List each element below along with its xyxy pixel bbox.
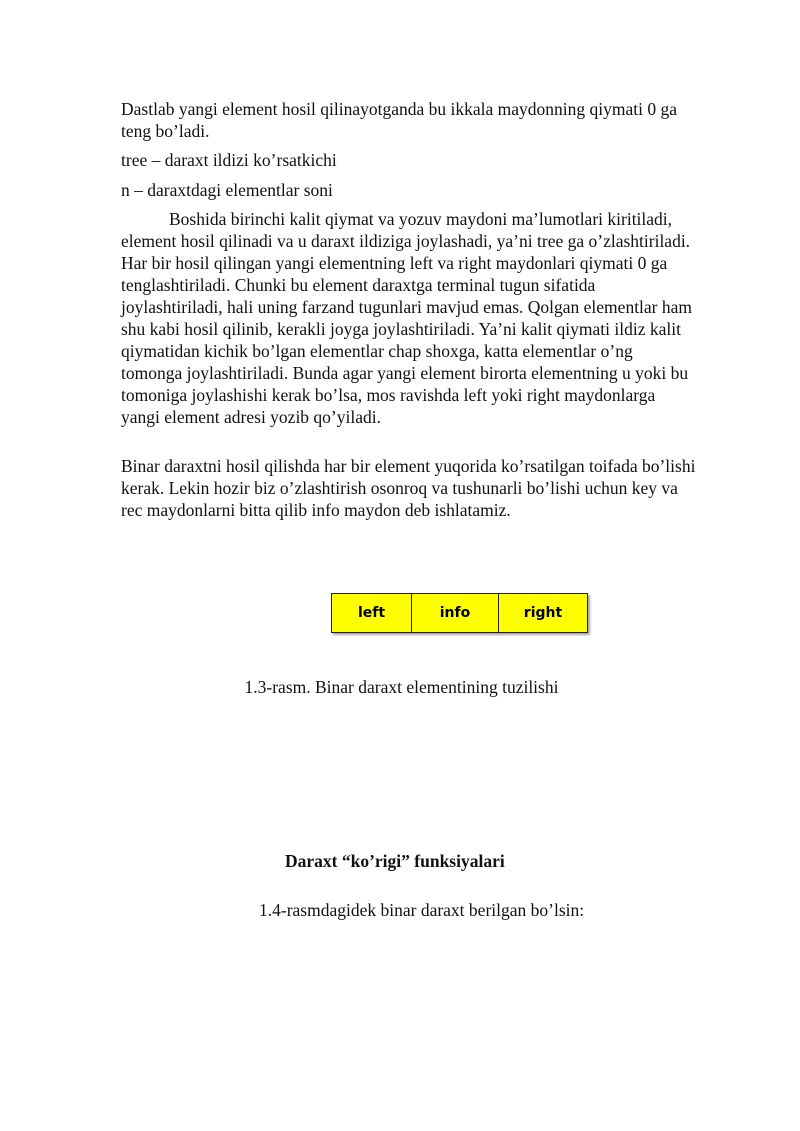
paragraph-n-definition: n – daraxtdagi elementlar soni [121,180,333,200]
paragraph-info-field: Binar daraxtni hosil qilishda har bir element yuqorida ko’rsatilgan toifada bo’lishi kerak. Lekin hozir biz o’zlashtirish osonroq va tushunarli bo’lishi uchun key va rec maydonlarni bitta qilib info maydon deb ishlatamiz. [121,456,696,520]
diagram-cell-info: info [412,594,499,632]
section-title: Daraxt “ko’rigi” funksiyalari [285,851,505,871]
paragraph-element-creation: Boshida birinchi kalit qiymat va yozuv maydoni ma’lumotlari kiritiladi, element hosil qilinadi va u daraxt ildiziga joylashadi, ya’ni tree ga o’zlashtiriladi. Har bir hosil qilingan yangi elementning left va right maydonlari qiymati 0 ga tenglashtiriladi. Chunki bu element daraxtga terminal tugun sifatida joylashtiriladi, hali uning farzand tugunlari mavjud emas. Qolgan elementlar ham shu kabi hosil qilinib, kerakli joyga joylashtiriladi. Ya’ni kalit qiymati ildiz kalit qiymatidan kichik bo’lgan elementlar chap shoxga, katta elementlar o’ng tomonga joylashtiriladi. Bunda agar yangi element birorta elementning u yoki bu tomoniga joylashishi kerak bo’lsa, mos ravishda left yoki right maydonlarga yangi element adresi yozib qo’yiladi. [121,209,693,427]
figure-caption: 1.3-rasm. Binar daraxt elementining tuzilishi [244,677,559,697]
paragraph-tree-definition: tree – daraxt ildizi ko’rsatkichi [121,150,337,170]
binary-tree-element-diagram [331,593,588,633]
diagram-cell-right: right [523,605,563,621]
diagram-cell-left: left [332,594,412,632]
section-lead: 1.4-rasmdagidek binar daraxt berilgan bo’lsin: [259,900,585,920]
paragraph-initial-values: Dastlab yangi element hosil qilinayotganda bu ikkala maydonning qiymati 0 ga teng bo’ladi. [121,99,677,141]
